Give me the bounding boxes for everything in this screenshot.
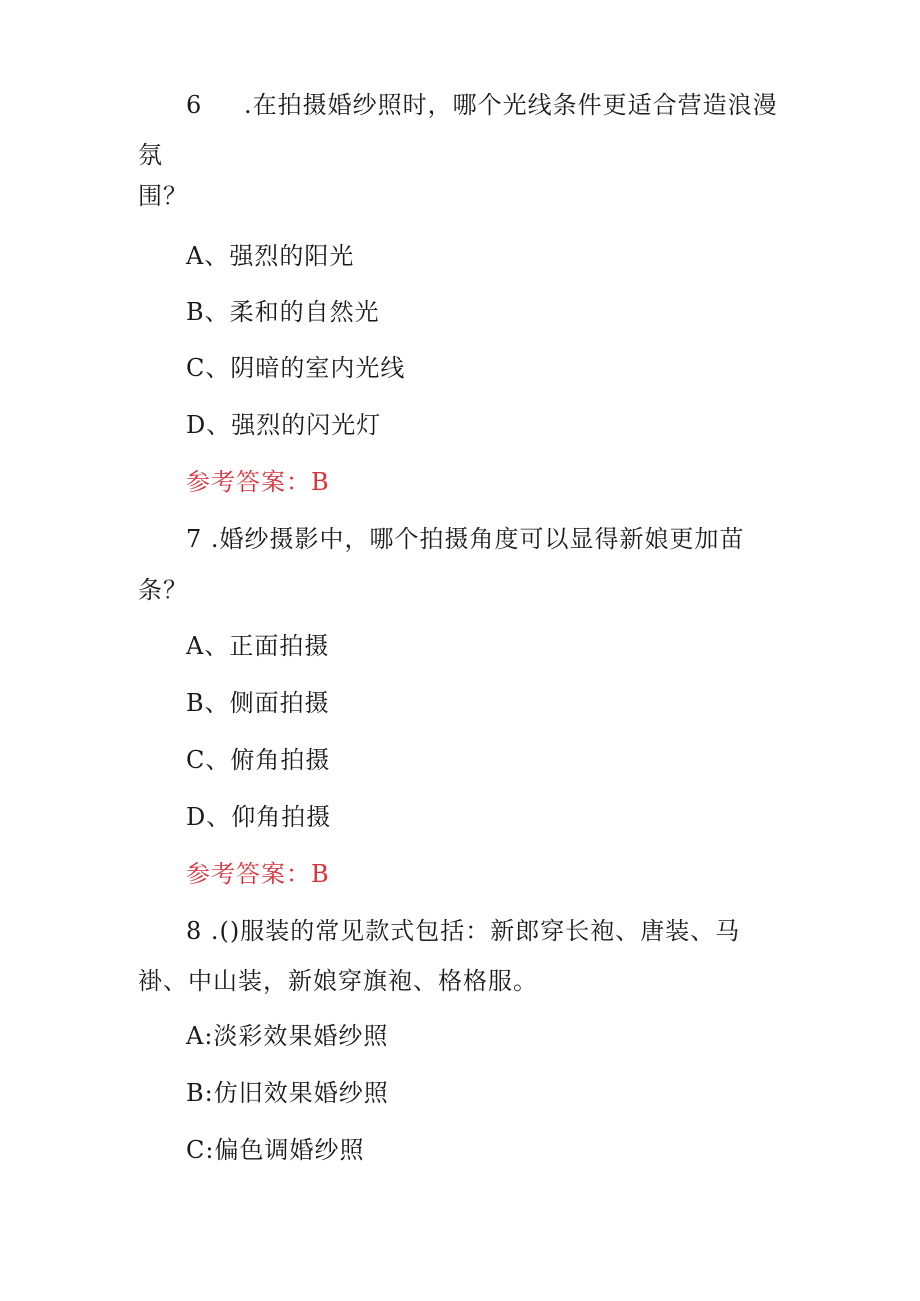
question-6-option-b: B、柔和的自然光	[186, 298, 380, 326]
question-8-option-b: B:仿旧效果婚纱照	[186, 1079, 389, 1107]
question-8-stem-line2: 褂、中山装，新娘穿旗袍、格格服。	[138, 967, 538, 995]
question-8-option-a: A:淡彩效果婚纱照	[186, 1022, 389, 1050]
question-6-answer: 参考答案：B	[186, 468, 330, 496]
question-8-stem-line1: 8 .()服装的常见款式包括：新郎穿长袍、唐装、马	[186, 917, 741, 945]
question-7-option-b: B、侧面拍摄	[186, 689, 330, 717]
question-6-option-a: A、强烈的阳光	[186, 242, 355, 270]
question-8-option-c: C:偏色调婚纱照	[186, 1136, 365, 1164]
question-7-option-c: C、俯角拍摄	[186, 746, 331, 774]
question-7-stem-line2: 条？	[138, 576, 188, 604]
question-6-stem-line2: 氛	[138, 141, 163, 169]
question-6-stem-line3: 围？	[138, 182, 188, 210]
question-7-stem-line1: 7 .婚纱摄影中，哪个拍摄角度可以显得新娘更加苗	[186, 525, 745, 553]
question-6-option-d: D、强烈的闪光灯	[186, 411, 382, 439]
question-6-stem-line1: .在拍摄婚纱照时，哪个光线条件更适合营造浪漫	[244, 91, 778, 119]
question-7-option-a: A、正面拍摄	[186, 632, 330, 660]
question-7-option-d: D、仰角拍摄	[186, 803, 332, 831]
question-6-number: 6	[186, 91, 202, 119]
question-7-answer: 参考答案：B	[186, 860, 330, 888]
question-6-option-c: C、阴暗的室内光线	[186, 354, 406, 382]
